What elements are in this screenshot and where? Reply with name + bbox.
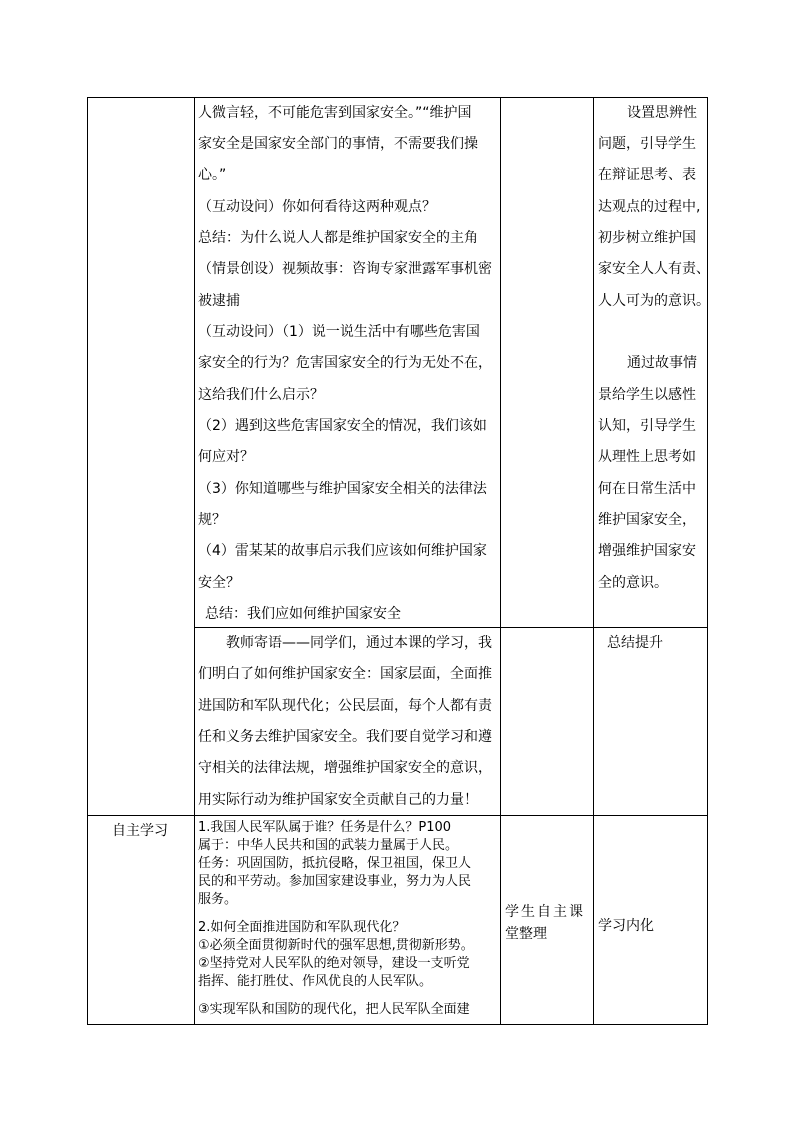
intent-line: 全的意识。: [598, 575, 668, 591]
content-line: 安全？: [198, 575, 240, 591]
content-line: 这给我们什么启示？: [198, 387, 324, 403]
content-line: 人微言轻，不可能危害到国家安全。”“维护国: [198, 105, 472, 121]
content-line: 任和义务去维护国家安全。我们要自觉学习和遵: [198, 729, 492, 745]
content-line: 何应对？: [198, 449, 254, 465]
content-line: 指挥、能打胜仗、作风优良的人民军队。: [198, 974, 433, 989]
content-line: 规？: [198, 512, 226, 528]
content-line: 2.如何全面推进国防和军队现代化？: [198, 920, 406, 935]
intent-line: 景给学生以感性: [598, 387, 696, 403]
content-line: （4）雷某某的故事启示我们应该如何维护国家: [198, 543, 487, 559]
content-line: ①必须全面贯彻新时代的强军思想,贯彻新形势。: [198, 938, 474, 953]
intent-line: 维护国家安全，: [598, 512, 696, 528]
table-border: [87, 97, 708, 98]
content-line: （互动设问）（1）说一说生活中有哪些危害国: [198, 324, 480, 340]
content-line: 家安全的行为？危害国家安全的行为无处不在，: [198, 355, 492, 371]
table-border: [500, 97, 501, 1025]
intent-line: 问题，引导学生: [598, 136, 696, 152]
table-border: [194, 627, 708, 628]
content-line: 心。”: [198, 167, 227, 183]
content-line: 教师寄语——同学们，通过本课的学习，我: [226, 635, 492, 651]
table-border: [87, 97, 88, 1025]
content-line: （互动设问）你如何看待这两种观点？: [198, 199, 436, 215]
intent-line: 认知，引导学生: [598, 418, 696, 434]
intent-line: 通过故事情: [627, 355, 697, 371]
content-line: （2）遇到这些危害国家安全的情况，我们该如: [198, 418, 487, 434]
content-line: 们明白了如何维护国家安全：国家层面，全面推: [198, 666, 492, 682]
intent-line: 设置思辨性: [627, 105, 697, 121]
content-line: ②坚持党对人民军队的绝对领导，建设一支听党: [198, 956, 470, 971]
content-line: 守相关的法律法规，增强维护国家安全的意识，: [198, 760, 492, 776]
intent-line: 初步树立维护国: [598, 230, 696, 246]
content-line: 家安全是国家安全部门的事情，不需要我们操: [198, 136, 478, 152]
intent-line: 增强维护国家安: [598, 543, 696, 559]
content-line: 总结：为什么说人人都是维护国家安全的主角: [198, 230, 478, 246]
content-line: 被逮捕: [198, 293, 240, 309]
table-border: [593, 97, 594, 1025]
intent-line: 家安全人人有责、: [598, 261, 710, 277]
content-line: 总结：我们应如何维护国家安全: [205, 606, 401, 622]
student-line: 学生自主课: [505, 904, 585, 920]
content-line: 民的和平劳动。参加国家建设事业，努力为人民: [198, 874, 472, 889]
table-border: [87, 1024, 708, 1025]
table-border: [194, 97, 195, 1025]
content-line: （3）你知道哪些与维护国家安全相关的法律法: [198, 481, 487, 497]
content-line: （情景创设）视频故事：咨询专家泄露军事机密: [198, 261, 492, 277]
intent-line: 何在日常生活中: [598, 481, 696, 497]
stage-label: 自主学习: [112, 823, 168, 839]
summary-intent: 总结提升: [607, 635, 663, 651]
table-border: [87, 815, 708, 816]
intent-line: 人人可为的意识。: [598, 293, 710, 309]
content-line: 属于：中华人民共和国的武装力量属于人民。: [198, 838, 459, 853]
self-study-intent: 学习内化: [598, 918, 654, 934]
content-line: 进国防和军队现代化；公民层面，每个人都有责: [198, 698, 492, 714]
student-line: 堂整理: [505, 926, 547, 942]
content-line: 用实际行动为维护国家安全贡献自己的力量！: [198, 792, 478, 808]
table-border: [707, 97, 708, 1025]
content-line: 服务。: [198, 892, 238, 907]
content-line: 1.我国人民军队属于谁？任务是什么？P100: [198, 820, 452, 835]
intent-line: 在辩证思考、表: [598, 167, 696, 183]
intent-line: 达观点的过程中,: [598, 199, 701, 215]
content-line: 任务：巩固国防，抵抗侵略，保卫祖国，保卫人: [198, 856, 472, 871]
intent-line: 从理性上思考如: [598, 449, 696, 465]
content-line: ③实现军队和国防的现代化，把人民军队全面建: [198, 1002, 470, 1017]
